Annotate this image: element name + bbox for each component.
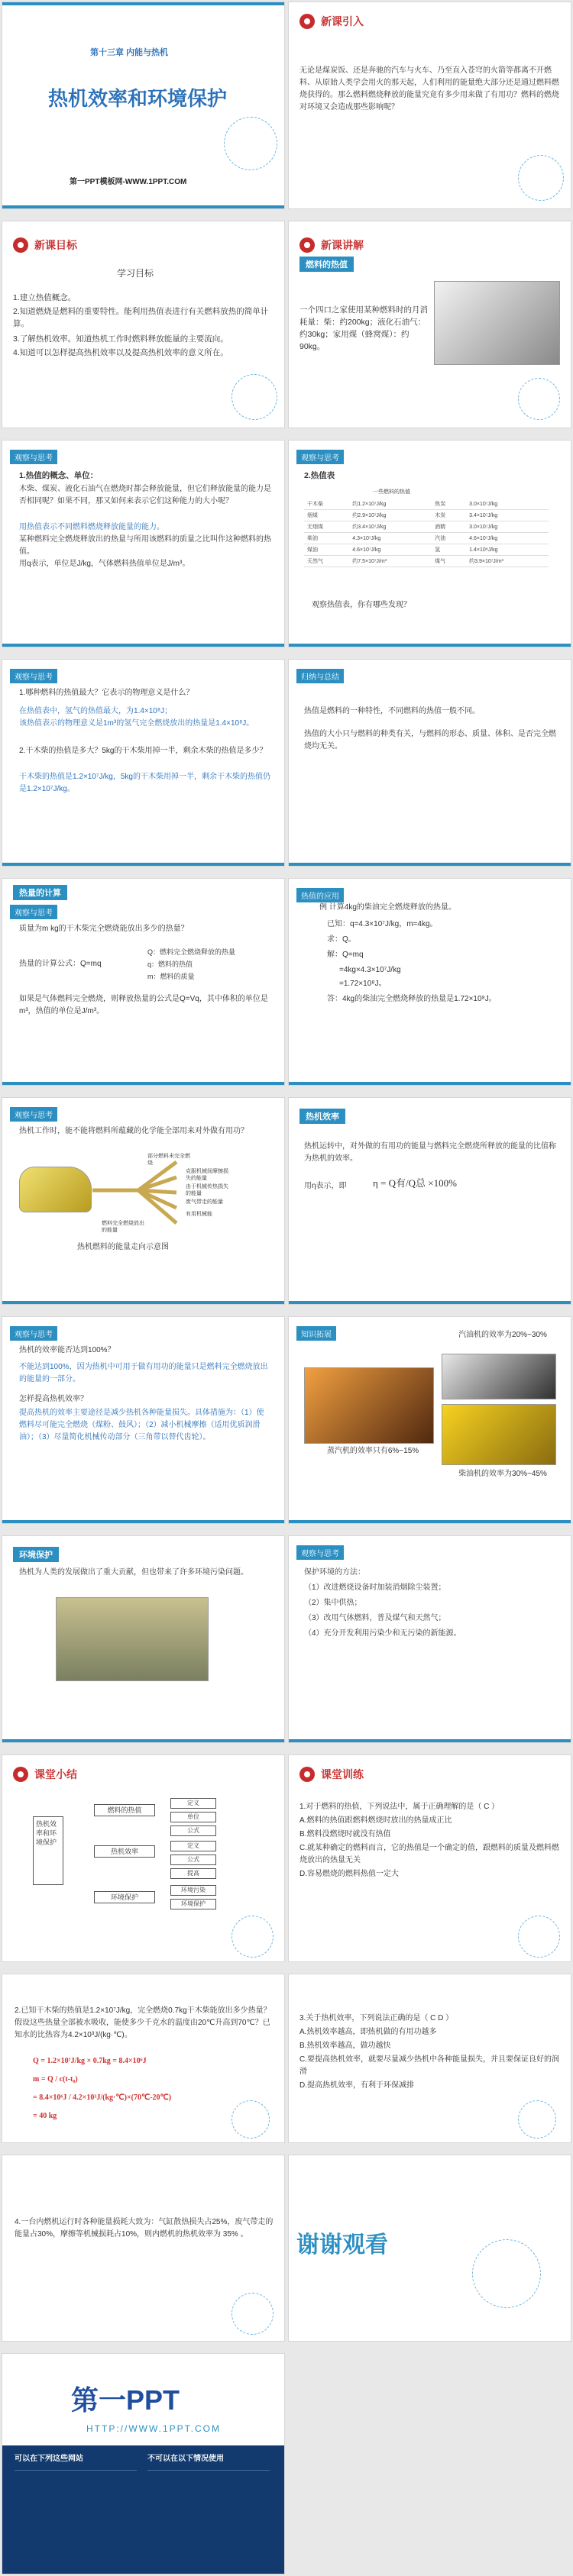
- steam-train-image: [304, 1367, 434, 1444]
- thanks-title: 谢谢观看: [296, 2232, 388, 2258]
- slide-title: 新课讲解: [321, 239, 364, 251]
- slide-header: [13, 1766, 77, 1783]
- paragraph: 用η表示，即: [304, 1182, 347, 1190]
- divider: [147, 2470, 270, 2471]
- heat-value-slide[interactable]: [2, 440, 285, 647]
- slide-header: [13, 237, 77, 253]
- table-cell: 煤气: [432, 556, 466, 567]
- heat-table-slide[interactable]: [288, 440, 571, 647]
- definition: 某种燃料完全燃烧释放出的热量与所用该燃料的质量之比叫作这种燃料的热值。: [19, 535, 271, 556]
- question: 3.关于热机效率，下列说法正确的是（ C D ）: [299, 2014, 454, 2022]
- solution-line: 求：Q。: [327, 935, 356, 944]
- ad-heading: 可以在下列这些网站: [15, 2455, 83, 2463]
- summary-slide[interactable]: [288, 659, 571, 867]
- table-cell: 4.6×10⁷J/kg: [466, 533, 549, 544]
- question: 2.已知干木柴的热值是1.2×10⁷J/kg，完全燃烧0.7kg干木柴能放出多少热量？假设这些热量全部被水吸收，能使多少千克水的温度由20℃升高到70℃？已知水的比热容为4.2×10³J/(kg·℃)。: [15, 2006, 271, 2039]
- table-cell: 约1.2×10⁷J/kg: [349, 499, 432, 510]
- table-caption: 观察热值表，你有哪些发现？: [312, 601, 411, 609]
- option: B.燃料没燃烧时就没有热值: [299, 1830, 391, 1838]
- slide-title: 课堂训练: [321, 1768, 364, 1780]
- section-tag: 观察与思考: [10, 450, 57, 464]
- solution-line: 已知：q=4.3×10⁷J/kg，m=4kg。: [327, 920, 438, 928]
- table-cell: 无烟煤: [304, 521, 349, 533]
- practice-slide[interactable]: [288, 1754, 571, 1962]
- answer: 干木柴的热值是1.2×10⁷J/kg，5kg的干木柴用掉一半，剩余干木柴的热值仍是1.2×10⁷J/kg。: [19, 773, 270, 793]
- option: A.热机效率越高，即热机做的有用功越多: [299, 2028, 437, 2036]
- car-image: [19, 1167, 92, 1212]
- question: 2.干木柴的热值是多大？5kg的干木柴用掉一半，剩余木柴的热值是多少？: [19, 747, 267, 755]
- dandelion-icon: [518, 2100, 556, 2139]
- goal-item: 4.知道可以怎样提高热机效率以及提高热机效率的意义所在。: [13, 348, 228, 357]
- symbol-note: q：燃料的热值: [147, 960, 193, 968]
- symbol-note: Q：燃料完全燃烧释放的热量: [147, 948, 236, 956]
- family-cooking-image: [434, 281, 560, 365]
- mindmap-slide[interactable]: [2, 1754, 285, 1962]
- question: 1.哪种燃料的热值最大？它表示的物理意义是什么？: [19, 689, 194, 697]
- car-image: [442, 1354, 556, 1399]
- bottom-accent: [2, 1739, 284, 1742]
- bottom-accent: [289, 1739, 571, 1742]
- intro-body: 无论是煤炭饭、还是奔驰的汽车与火车、乃至直入苍穹的火箭等都离不开燃料、从原始人类学会用火的那天起，人们利用的能量绝大部分还是通过燃料燃烧获得的。那么燃料燃烧释放的能量究竟有多少用来做了有用功？燃料的燃烧对环境又会造成那些影响呢？: [299, 66, 559, 111]
- table-cell: 干木柴: [304, 499, 349, 510]
- paragraph: 木柴、煤炭、液化石油气在燃烧时都会释放能量，但它们释放能量的能力是否相同呢？如果不同，那又如何来表示它们这种能力的大小呢？: [19, 485, 271, 505]
- extension-slide[interactable]: [288, 1316, 571, 1524]
- solution-line: Q = 1.2×10⁷J/kg × 0.7kg = 8.4×10⁶J: [33, 2057, 147, 2065]
- flow-label: 部分燃料未完全燃烧: [147, 1154, 190, 1166]
- cover-slide[interactable]: [2, 2, 285, 209]
- brand-logo: 第一PPT: [71, 2384, 180, 2416]
- table-cell: 约3.4×10⁷J/kg: [349, 521, 432, 533]
- heat-calc-slide[interactable]: [2, 878, 285, 1086]
- paragraph: 热机为人类的发展做出了重大贡献，但也带来了许多环境污染问题。: [19, 1568, 248, 1577]
- table-cell: 4.6×10⁷J/kg: [349, 544, 432, 556]
- option: D.容易燃烧的燃料热值一定大: [299, 1870, 399, 1878]
- goal-item: 1.建立热值概念。: [13, 293, 76, 302]
- header-icon: [299, 237, 315, 253]
- header-icon: [299, 1767, 315, 1782]
- goals-heading: 学习目标: [117, 268, 154, 279]
- definition: 热机运转中，对外做的有用功的能量与燃料完全燃烧所释放的能量的比值称为热机的效率。: [304, 1142, 556, 1163]
- table-cell: 约3.9×10⁷J/m³: [466, 556, 549, 567]
- mindmap-leaf: 环境保护: [170, 1899, 216, 1909]
- flow-label: 由于机械传热损失的能量: [186, 1184, 228, 1196]
- header-icon: [299, 14, 315, 29]
- section-label: 环境保护: [13, 1547, 59, 1562]
- cover-title: 热机效率和环境保护: [48, 87, 228, 110]
- solution-line: m = Q / c(t-t₀): [33, 2075, 78, 2084]
- slide-header: [299, 237, 364, 253]
- slide-title: 新课目标: [34, 239, 77, 251]
- mindmap-leaf: 公式: [170, 1825, 216, 1836]
- table-row: [304, 510, 549, 521]
- option: A.燃料的热值跟燃料燃烧时放出的热量成正比: [299, 1816, 452, 1825]
- question: 质量为m kg的干木柴完全燃烧能放出多少的热量？: [19, 925, 189, 933]
- example-slide[interactable]: [288, 878, 571, 1086]
- dandelion-icon: [231, 2293, 274, 2335]
- mindmap-root: 热机效率和环境保护: [33, 1816, 63, 1885]
- table-cell: 煤油: [304, 544, 349, 556]
- table-cell: 焦炭: [432, 499, 466, 510]
- table-cell: 天然气: [304, 556, 349, 567]
- caption: 汽油机的效率为20%~30%: [458, 1331, 547, 1339]
- table-row: [304, 544, 549, 556]
- section-label: 热量的计算: [13, 885, 67, 900]
- mindmap-node: 热机效率: [94, 1845, 155, 1858]
- option: C.要提高热机效率，就要尽量减少热机中各种能量损失，并且要保证良好的润滑: [299, 2055, 559, 2076]
- question: 4.一台内燃机运行时各种能量损耗大致为：气缸散热损失占25%，废气带走的能量占30%，摩擦等机械损耗占10%，则内燃机的热机效率为 35% 。: [15, 2218, 274, 2239]
- mindmap-leaf: 提高: [170, 1868, 216, 1879]
- section-tag: 观察与思考: [10, 1326, 57, 1341]
- bottom-accent: [289, 863, 571, 866]
- header-icon: [13, 1767, 28, 1782]
- section-heading: 2.热值表: [304, 471, 335, 480]
- efficiency-slide[interactable]: [288, 1097, 571, 1305]
- bottom-accent: [2, 1520, 284, 1523]
- bottom-accent: [289, 1082, 571, 1085]
- table-cell: 3.0×10⁷J/kg: [466, 521, 549, 533]
- ad-heading: 不可以在以下情况使用: [147, 2455, 224, 2463]
- dandelion-icon: [518, 155, 564, 201]
- slide-title: 课堂小结: [34, 1768, 77, 1780]
- intro-slide[interactable]: [288, 2, 571, 209]
- answer: 在热值表中，氢气的热值最大，为1.4×10⁸J；: [19, 707, 173, 715]
- section-label: 热机效率: [299, 1109, 345, 1124]
- table-row: [304, 499, 549, 510]
- section-tag: 观察与思考: [10, 1107, 57, 1122]
- question: 热机的效率能否达到100%？: [19, 1346, 115, 1354]
- goal-item: 3.了解热机效率。知道热机工作时燃料释放能量的主要流向。: [13, 334, 228, 344]
- list-item: （3）改用气体燃料，普及煤气和天然气；: [304, 1614, 446, 1622]
- section-label: 燃料的热值: [299, 257, 354, 272]
- dandelion-icon: [231, 1916, 274, 1958]
- option: C.就某种确定的燃料而言，它的热值是一个确定的值，跟燃料的质量及燃料燃烧放出的热量无关: [299, 1844, 559, 1864]
- flow-label: 废气带走的能量: [186, 1199, 223, 1205]
- slide-header: [299, 13, 364, 30]
- table-cell: 3.0×10⁷J/kg: [466, 499, 549, 510]
- section-heading: 保护环境的方法：: [304, 1568, 365, 1577]
- efficiency-exercise-slide[interactable]: [288, 1974, 571, 2143]
- dandelion-icon: [518, 378, 560, 420]
- brand-url[interactable]: HTTP://WWW.1PPT.COM: [86, 2423, 221, 2434]
- solution-line: = 40 kg: [33, 2112, 57, 2120]
- dandelion-icon: [231, 2100, 270, 2139]
- table-cell: 烟煤: [304, 510, 349, 521]
- table-cell: 约7.5×10⁷J/m³: [349, 556, 432, 567]
- table-cell: 柴油: [304, 533, 349, 544]
- protection-slide[interactable]: [288, 1535, 571, 1743]
- symbol-note: m：燃料的质量: [147, 973, 195, 980]
- option: D.提高热机效率，有利于环保减排: [299, 2081, 414, 2090]
- mindmap-leaf: 环境污染: [170, 1885, 216, 1896]
- question: 1.对于燃料的热值，下列说法中，属于正确理解的是（ C ）: [299, 1803, 500, 1811]
- paragraph: 热值是燃料的一种特性，不同燃料的热值一般不同。: [304, 707, 480, 715]
- bottom-accent: [2, 863, 284, 866]
- top-accent: [2, 2, 284, 5]
- table-cell: 约2.9×10⁷J/kg: [349, 510, 432, 521]
- unit-note: 用q表示，单位是J/kg，气体燃料热值单位是J/m³。: [19, 560, 190, 568]
- paragraph: 热值的大小只与燃料的种类有关，与燃料的形态、质量、体积、是否完全燃烧均无关。: [304, 730, 556, 751]
- section-tag: 归纳与总结: [296, 669, 344, 683]
- site-label: 第一PPT模板网-WWW.1PPT.COM: [70, 178, 187, 186]
- flow-label: 有用机械能: [186, 1212, 212, 1217]
- caption: 蒸汽机的效率只有6%~15%: [326, 1447, 419, 1455]
- section-tag: 观察与思考: [296, 1545, 344, 1560]
- bottom-accent: [2, 205, 284, 208]
- table-cell: 木炭: [432, 510, 466, 521]
- dandelion-icon: [518, 1916, 560, 1958]
- table-row: [304, 521, 549, 533]
- efficiency-qa-slide[interactable]: [2, 1316, 285, 1524]
- goals-slide[interactable]: [2, 221, 285, 428]
- mindmap-leaf: 单位: [170, 1812, 216, 1822]
- answer: 提高热机的效率主要途径是减少热机各种能量损失。具体措施为：（1）使燃料尽可能完全燃烧（煤粉、鼓风）；（2）减小机械摩擦（适用优质润滑油）；（3）尽量简化机械传动部分（三角带以替代齿轮）。: [19, 1409, 264, 1441]
- table-cell: 4.3×10⁷J/kg: [349, 533, 432, 544]
- ad-footer-panel: [2, 2445, 284, 2574]
- truck-image: [442, 1404, 556, 1465]
- dandelion-icon: [231, 374, 277, 420]
- diagram-caption: 热机燃料的能量走向示意图: [77, 1243, 169, 1251]
- list-item: （1）改进燃烧设备时加装消烟除尘装置；: [304, 1583, 446, 1592]
- mindmap-node: 环境保护: [94, 1891, 155, 1903]
- solution-line: =4kg×4.3×10⁷J/kg: [339, 966, 401, 974]
- thanks-slide[interactable]: [288, 2155, 571, 2342]
- section-tag: 观察与思考: [10, 669, 57, 683]
- lecture-body: 一个四口之家使用某种燃料时的月消耗量：柴：约200kg；液化石油气：约30kg；家用煤（蜂窝煤）：约90kg。: [299, 305, 428, 351]
- answer: 该热值表示的物理意义是1m³的氢气完全燃烧放出的热量是1.4×10⁸J。: [19, 719, 254, 728]
- energy-flow-slide[interactable]: [2, 1097, 285, 1305]
- formula: 热量的计算公式：Q=mq: [19, 960, 102, 968]
- mindmap-node: 燃料的热值: [94, 1804, 155, 1816]
- solution-line: = 8.4×10⁶J / 4.2×10³J/(kg·℃)×(70℃-20℃): [33, 2093, 172, 2102]
- paragraph: 如果是气体燃料完全燃烧，则释放热量的公式是Q=Vq，其中体积的单位是m³，热值的单位是J/m³。: [19, 995, 268, 1015]
- bottom-accent: [2, 1301, 284, 1304]
- table-row: [304, 556, 549, 567]
- engine-exercise-slide[interactable]: [2, 2155, 285, 2342]
- heat-value-table: [304, 499, 549, 567]
- header-icon: [13, 237, 28, 253]
- slide-header: [299, 1766, 364, 1783]
- dandelion-icon: [224, 117, 277, 170]
- bottom-accent: [2, 644, 284, 647]
- question: 怎样提高热机效率？: [19, 1395, 88, 1403]
- slide-title: 新课引入: [321, 15, 364, 27]
- section-tag: 观察与思考: [10, 905, 57, 919]
- solution-line: 答：4kg的柴油完全燃烧释放的热量是1.72×10⁸J。: [327, 995, 497, 1003]
- table-row: [304, 533, 549, 544]
- lecture-slide[interactable]: [288, 221, 571, 428]
- question: 例 计算4kg的柴油完全燃烧释放的热量。: [319, 903, 456, 912]
- question: 热机工作时，能不能将燃料所蕴藏的化学能全部用来对外做有用功？: [19, 1127, 248, 1135]
- section-heading: 1.热值的概念、单位：: [19, 471, 99, 480]
- bottom-accent: [289, 1301, 571, 1304]
- table-cell: 1.4×10⁸J/kg: [466, 544, 549, 556]
- section-tag: 知识拓展: [296, 1326, 336, 1341]
- list-item: （4）充分开发利用污染少和无污染的新能源。: [304, 1629, 461, 1638]
- table-cell: 3.4×10⁷J/kg: [466, 510, 549, 521]
- flow-label: 燃料完全燃烧放出的能量: [102, 1221, 144, 1233]
- section-tag: 观察与思考: [296, 450, 344, 464]
- option: B.热机效率越高，做功越快: [299, 2042, 391, 2050]
- table-title: 一些燃料的热值: [373, 489, 410, 495]
- table-cell: 氢: [432, 544, 466, 556]
- flow-label: 克服机械间摩擦损失的能量: [186, 1169, 228, 1181]
- caption: 柴油机的效率为30%~45%: [458, 1470, 547, 1478]
- mindmap-leaf: 定义: [170, 1841, 216, 1851]
- section-tag: 热值的应用: [296, 888, 344, 902]
- bottom-accent: [289, 644, 571, 647]
- bottom-accent: [289, 1520, 571, 1523]
- answer: 不能达到100%，因为热机中可用于做有用功的能量只是燃料完全燃烧放出的能量的一部分。: [19, 1363, 268, 1383]
- environment-slide[interactable]: [2, 1535, 285, 1743]
- mindmap-leaf: 公式: [170, 1855, 216, 1865]
- calc-exercise-slide[interactable]: [2, 1974, 285, 2143]
- mindmap-leaf: 定义: [170, 1798, 216, 1809]
- efficiency-formula: η = Q有/Q总 ×100%: [373, 1177, 457, 1189]
- chapter-label: 第十三章 内能与热机: [90, 48, 169, 57]
- list-item: （2）集中供热；: [304, 1599, 362, 1607]
- bottom-accent: [2, 1082, 284, 1085]
- dandelion-icon: [472, 2239, 541, 2308]
- goal-item: 2.知道燃烧是燃料的重要特性。能利用热值表进行有关燃料放热的简单计算。: [13, 307, 269, 328]
- table-cell: 酒精: [432, 521, 466, 533]
- divider: [15, 2470, 137, 2471]
- table-cell: 汽油: [432, 533, 466, 544]
- pollution-image: [56, 1597, 209, 1681]
- question-slide[interactable]: [2, 659, 285, 867]
- solution-line: =1.72×10⁸J。: [339, 980, 387, 988]
- solution-line: 解：Q=mq: [327, 951, 364, 959]
- paragraph: 用热值表示不同燃料燃烧释放能量的能力。: [19, 523, 164, 531]
- ad-slide[interactable]: [2, 2353, 285, 2574]
